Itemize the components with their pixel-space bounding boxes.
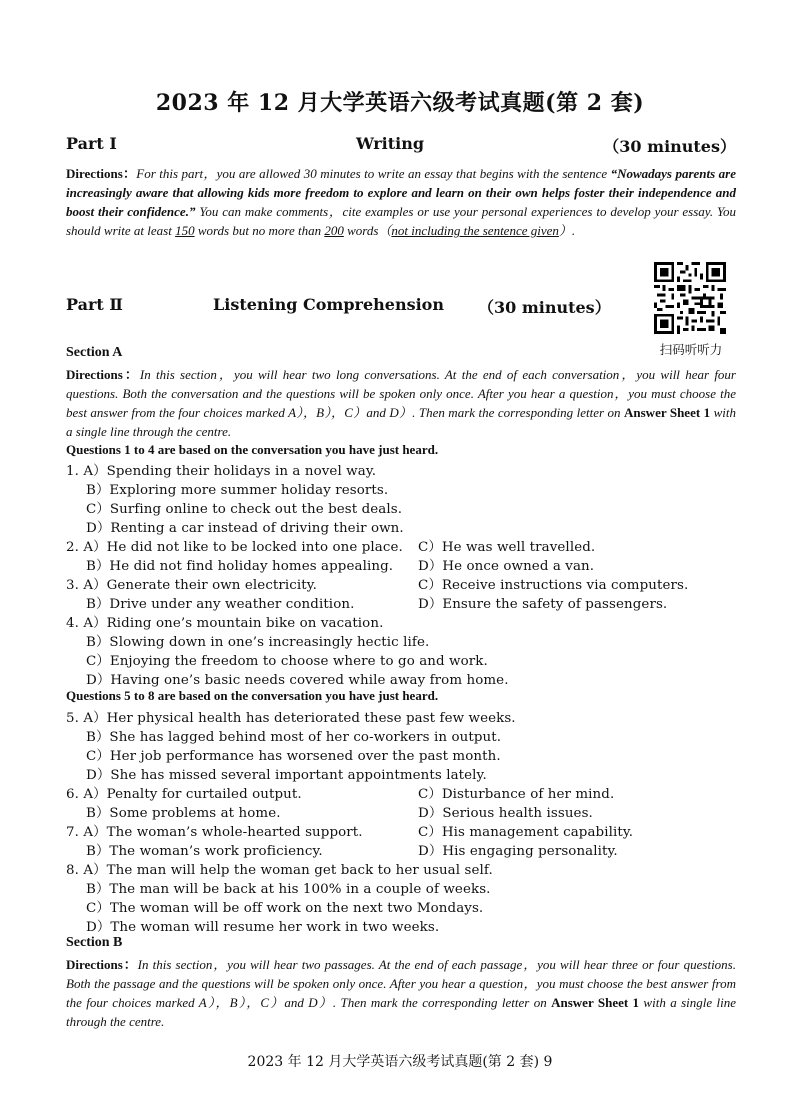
directions-text: with a single line through the centre.	[66, 995, 737, 1030]
question-group-2: Questions 5 to 8 are based on the conversation you have just heard.	[66, 688, 439, 703]
q5-option-c: C）Her job performance has worsened over the past month.	[86, 749, 501, 764]
section-a-heading: Section A	[66, 345, 123, 360]
q4-option-b: B）Slowing down in one’s increasingly hectic life.	[86, 635, 430, 650]
directions-text: In this section，you will hear two long conversations. At the end of each conversation，you will hear four questions. Both the conversation and the questions will be spoken only once. After you hear a question，you must choose the best answer from the four choices marked A），B），C）and D）. Then mark the corresponding letter on	[66, 367, 736, 421]
part2-time: （30 minutes）	[478, 298, 611, 317]
q1-option-a: 1. A）Spending their holidays in a novel way.	[66, 464, 377, 479]
part2-name: Listening Comprehension	[213, 295, 444, 314]
not-included-note: not including the sentence given	[391, 223, 559, 239]
directions-text: You can make comments，cite examples or use your personal experiences to develop your essay. You should write at least	[66, 204, 736, 239]
directions-lead: Directions：	[66, 367, 140, 382]
q5-option-b: B）She has lagged behind most of her co-workers in output.	[86, 730, 502, 745]
q2-option-d: D）He once owned a van.	[418, 559, 595, 574]
directions-text: For this part，you are allowed 30 minutes to write an essay that begins with the sentence	[136, 166, 611, 181]
directions-lead: Directions：	[66, 166, 137, 181]
question-group-1: Questions 1 to 4 are based on the conversation you have just heard.	[66, 442, 439, 457]
directions-text: words but no more than	[194, 223, 325, 239]
section-b-heading: Section B	[66, 935, 123, 950]
q4-option-d: D）Having one’s basic needs covered while away from home.	[86, 673, 509, 688]
qr-code-icon[interactable]	[654, 262, 726, 334]
max-words: 200	[324, 223, 344, 239]
part1-time: （30 minutes）	[603, 137, 736, 156]
q2-option-a: 2. A）He did not like to be locked into one place.	[66, 540, 403, 555]
q8-option-a: 8. A）The man will help the woman get back to her usual self.	[66, 863, 493, 878]
part1-name: Writing	[356, 134, 425, 153]
q7-option-d: D）His engaging personality.	[418, 844, 618, 859]
part2-label: Part Ⅱ	[66, 295, 123, 314]
q7-option-a: 7. A）The woman’s whole-hearted support.	[66, 825, 363, 840]
q5-option-a: 5. A）Her physical health has deteriorated these past few weeks.	[66, 711, 516, 726]
q3-option-c: C）Receive instructions via computers.	[418, 578, 689, 593]
min-words: 150	[175, 223, 195, 239]
directions-text: ）.	[558, 223, 576, 239]
q8-option-c: C）The woman will be off work on the next two Mondays.	[86, 901, 484, 916]
q5-option-d: D）She has missed several important appointments lately.	[86, 768, 487, 783]
q7-option-c: C）His management capability.	[418, 825, 634, 840]
q2-option-c: C）He was well travelled.	[418, 540, 596, 555]
directions-text: words（	[343, 223, 392, 239]
answer-sheet-ref: Answer Sheet 1	[551, 995, 640, 1011]
page-footer: 2023 年 12 月大学英语六级考试真题(第 2 套) 9	[247, 1054, 553, 1070]
part2-header	[66, 295, 736, 319]
q2-option-b: B）He did not find holiday homes appealing.	[86, 559, 394, 574]
part1-header	[66, 134, 736, 158]
part1-directions	[66, 164, 736, 240]
q1-option-d: D）Renting a car instead of driving their own.	[86, 521, 404, 536]
q3-option-a: 3. A）Generate their own electricity.	[66, 578, 317, 593]
directions-text: In this section，you will hear two passages. At the end of each passage，you will hear three or four questions. Both the passage and the questions will be spoken only once. After you hear a question，you must choose the best answer from the four choices marked A），B），C）and D）. Then mark the corresponding letter on	[66, 957, 736, 1011]
q1-option-c: C）Surfing online to check out the best deals.	[86, 502, 403, 517]
directions-lead: Directions：	[66, 957, 138, 972]
q3-option-d: D）Ensure the safety of passengers.	[418, 597, 668, 612]
q1-option-b: B）Exploring more summer holiday resorts.	[86, 483, 389, 498]
section-a-directions	[66, 365, 736, 441]
q7-option-b: B）The woman’s work proficiency.	[86, 844, 323, 859]
qr-caption: 扫码听听力	[659, 342, 723, 357]
q8-option-d: D）The woman will resume her work in two weeks.	[86, 920, 440, 935]
q6-option-a: 6. A）Penalty for curtailed output.	[66, 787, 302, 802]
part1-label: Part Ⅰ	[66, 134, 117, 153]
q3-option-b: B）Drive under any weather condition.	[86, 597, 355, 612]
q4-option-a: 4. A）Riding one’s mountain bike on vacation.	[66, 616, 384, 631]
directions-text: with a single line through the centre.	[66, 405, 736, 440]
page-title: 2023 年 12 月大学英语六级考试真题(第 2 套)	[155, 90, 645, 116]
essay-prompt: “Nowadays parents are increasingly aware that allowing kids more freedom to explore and learn on their own helps foster their independence and boost their confidence.”	[66, 166, 736, 220]
answer-sheet-ref: Answer Sheet 1	[624, 405, 711, 421]
q8-option-b: B）The man will be back at his 100% in a couple of weeks.	[86, 882, 491, 897]
q6-option-b: B）Some problems at home.	[86, 806, 281, 821]
q6-option-d: D）Serious health issues.	[418, 806, 593, 821]
section-b-directions	[66, 955, 736, 1031]
q4-option-c: C）Enjoying the freedom to choose where to go and work.	[86, 654, 488, 669]
q6-option-c: C）Disturbance of her mind.	[418, 787, 615, 802]
